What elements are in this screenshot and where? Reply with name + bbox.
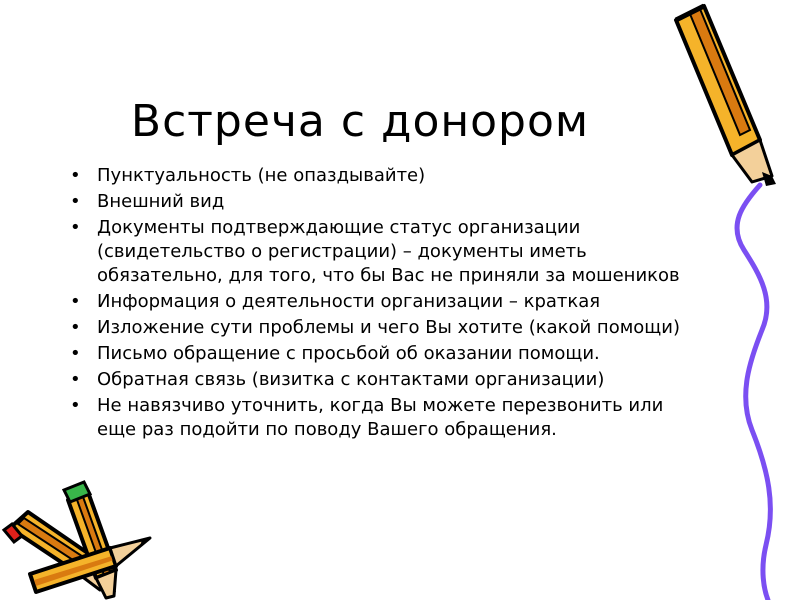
slide-title: Встреча с донором [130, 96, 590, 147]
squiggle-line-icon [737, 185, 770, 600]
bullet-item: • Письмо обращение с просьбой об оказании помощи. [68, 342, 698, 366]
bullet-list [68, 164, 698, 444]
bullet-item: • Изложение сути проблемы и чего Вы хотите (какой помощи) [68, 316, 698, 340]
bullet-item: • Информация о деятельности организации – краткая [68, 290, 698, 314]
bullet-item: • Обратная связь (визитка с контактами организации) [68, 368, 698, 392]
bullet-item: • Не навязчиво уточнить, когда Вы можете перезвонить или еще раз подойти по поводу Вашего обращения. [68, 394, 698, 442]
bullet-item: • Внешний вид [68, 190, 698, 214]
bullet-item: • Документы подтверждающие статус организации (свидетельство о регистрации) – документы иметь обязательно, для того, что бы Вас не приняли за мошеников [68, 216, 698, 288]
pencil-icon [676, 6, 776, 186]
bullet-item: • Пунктуальность (не опаздывайте) [68, 164, 698, 188]
